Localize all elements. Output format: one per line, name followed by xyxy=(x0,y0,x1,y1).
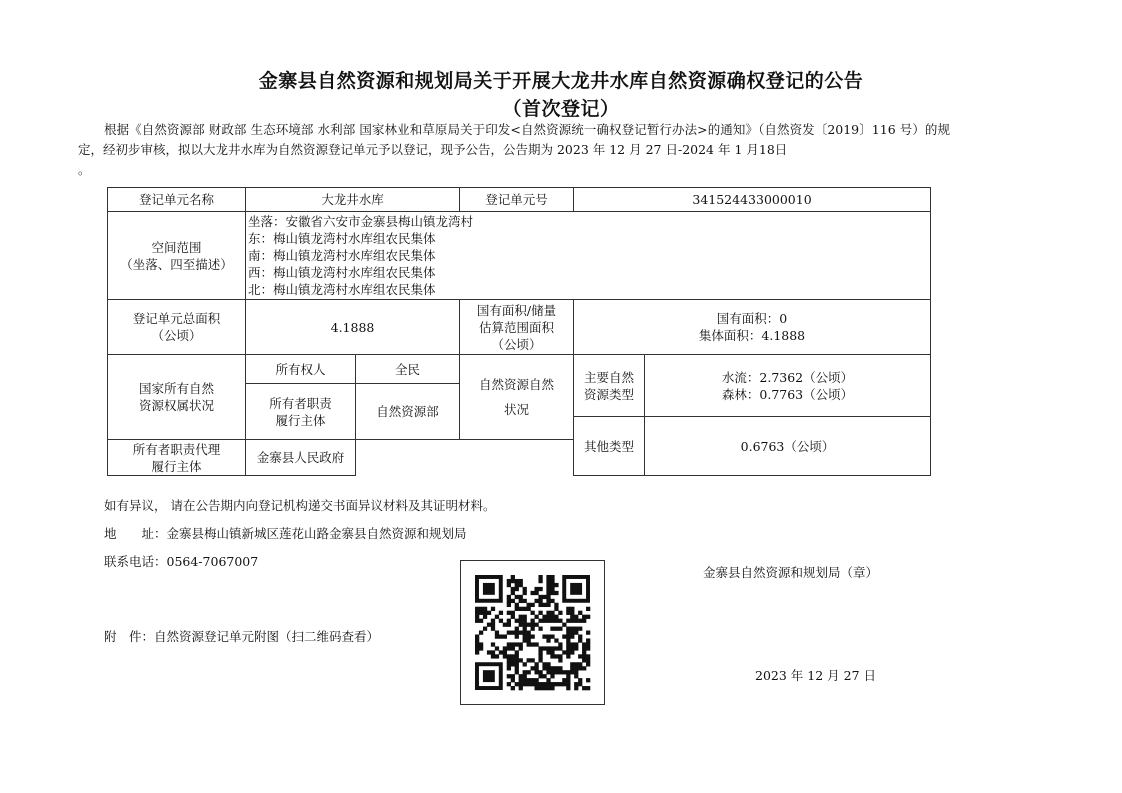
phone-text: 联系电话：0564-7067007 xyxy=(104,554,259,569)
other-type-value: 0.6763（公顷） xyxy=(645,417,931,476)
scope-line: 南：梅山镇龙湾村水库组农民集体 xyxy=(248,248,436,263)
seal-text: 金寨县自然资源和规划局（章） xyxy=(703,565,879,580)
state-area-label-1: 国有面积/储量 xyxy=(476,302,557,318)
nature-label xyxy=(460,355,574,440)
agent-label-1: 所有者职责代理 xyxy=(132,441,221,457)
state-area-label-2: 估算范围面积 xyxy=(479,319,555,335)
ownership-label xyxy=(108,355,246,440)
area-label-2: （公顷） xyxy=(151,328,202,343)
table-row xyxy=(108,212,931,300)
scope-line: 北：梅山镇龙湾村水库组农民集体 xyxy=(248,282,436,297)
table-row xyxy=(108,355,931,384)
attachment-text: 附 件：自然资源登记单元附图（扫二维码查看） xyxy=(104,629,380,644)
area-label xyxy=(108,300,246,355)
table-row xyxy=(108,188,931,212)
table-row xyxy=(108,300,931,355)
nature-label-1: 自然资源自然 xyxy=(479,377,555,392)
ownership-label-2: 资源权属状况 xyxy=(138,398,214,413)
unit-name-value: 大龙井水库 xyxy=(246,188,460,212)
main-type-value xyxy=(645,355,931,417)
qr-code-image[interactable] xyxy=(460,560,605,705)
scope-value xyxy=(246,212,931,300)
date-text: 2023 年 12 月 27 日 xyxy=(755,668,876,683)
main-type-label xyxy=(574,355,645,417)
area-value: 4.1888 xyxy=(246,300,460,355)
registration-table xyxy=(107,187,931,476)
ownership-label-1: 国家所有自然 xyxy=(138,381,214,396)
agent-label-2: 履行主体 xyxy=(151,458,202,474)
intro-text: 根据《自然资源部 财政部 生态环境部 水利部 国家林业和草原局关于印发<自然资源统一确权登记暂行办法>的通知》（自然资发〔2019〕116 号）的规定，经初步审核，拟以大龙井水库为自然资源登记单元予以登记，现予公告，公告期为 2023 年 12 月 27 日-2024 年 1 月18日 xyxy=(78,122,950,157)
scope-label xyxy=(108,212,246,300)
area-label-1: 登记单元总面积 xyxy=(132,311,221,326)
other-type-label: 其他类型 xyxy=(574,417,645,476)
state-area-label-3: （公顷） xyxy=(491,336,542,352)
objection-text: 如有异议， 请在公告期内向登记机构递交书面异议材料及其证明材料。 xyxy=(104,498,496,513)
scope-line: 坐落：安徽省六安市金寨县梅山镇龙湾村 xyxy=(248,214,474,229)
main-type-label-2: 资源类型 xyxy=(584,386,635,402)
unit-no-value: 341524433000010 xyxy=(574,188,931,212)
main-type-value-1: 水流：2.7362（公顷） xyxy=(721,369,854,385)
intro-paragraph xyxy=(78,120,950,180)
duty-label xyxy=(246,384,356,440)
main-type-label-1: 主要自然 xyxy=(584,369,635,385)
state-area-value-2: 集体面积：4.1888 xyxy=(698,328,806,343)
state-area-value-1: 国有面积：0 xyxy=(716,311,788,326)
qr-code-graphic xyxy=(461,561,604,704)
scope-label-2: （坐落、四至描述） xyxy=(120,256,233,272)
unit-no-label: 登记单元号 xyxy=(460,188,574,212)
scope-line: 东：梅山镇龙湾村水库组农民集体 xyxy=(248,231,436,246)
agent-value: 金寨县人民政府 xyxy=(246,440,356,476)
owner-label: 所有权人 xyxy=(246,355,356,384)
main-type-value-2: 森林：0.7763（公顷） xyxy=(721,386,854,402)
scope-line: 西：梅山镇龙湾村水库组农民集体 xyxy=(248,265,436,280)
duty-label-2: 履行主体 xyxy=(275,412,326,428)
intro-end: 。 xyxy=(78,162,91,177)
scope-label-1: 空间范围 xyxy=(151,239,202,255)
unit-name-label: 登记单元名称 xyxy=(108,188,246,212)
notice-title: 金寨县自然资源和规划局关于开展大龙井水库自然资源确权登记的公告 xyxy=(258,70,864,92)
nature-label-2: 状况 xyxy=(504,402,530,417)
notice-subtitle: （首次登记） xyxy=(502,98,620,120)
address-text: 地 址：金寨县梅山镇新城区莲花山路金寨县自然资源和规划局 xyxy=(104,526,467,541)
owner-value: 全民 xyxy=(356,355,460,384)
duty-value: 自然资源部 xyxy=(356,384,460,440)
agent-label xyxy=(108,440,246,476)
duty-label-1: 所有者职责 xyxy=(269,395,332,411)
state-area-label xyxy=(460,300,574,355)
state-area-value xyxy=(574,300,931,355)
